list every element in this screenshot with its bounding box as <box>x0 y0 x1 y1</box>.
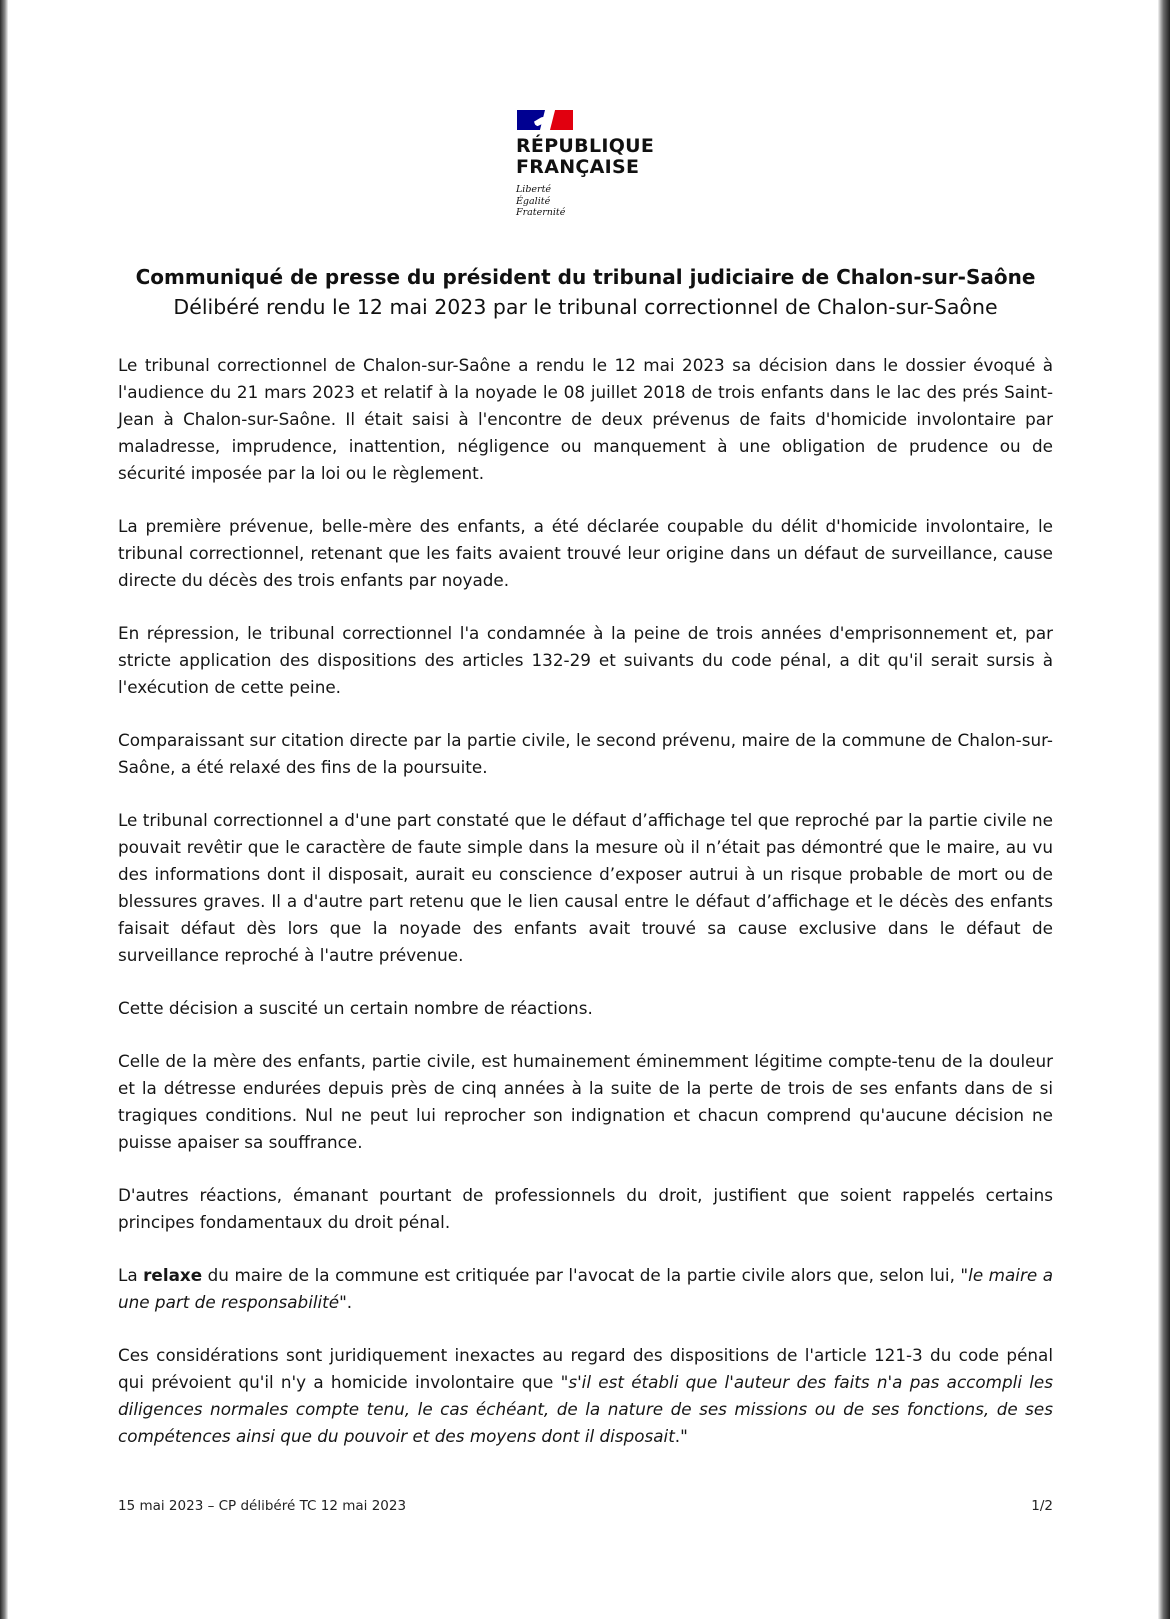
document-body <box>118 352 1053 1476</box>
p9-text-a: La <box>118 1265 144 1285</box>
page-edge-left <box>0 0 8 1619</box>
p10-text-a: Ces considérations sont juridiquement inexactes au regard des dispositions de l'article 121-3 du code pénal qui prévoient qu'il n'y a homicide involontaire que " <box>118 1345 1053 1392</box>
page-number: 1/2 <box>1031 1498 1053 1514</box>
page-edge-right <box>1158 0 1170 1619</box>
p9-relaxe-bold: relaxe <box>143 1265 203 1285</box>
republique-francaise-logo <box>516 110 676 219</box>
p9-quote-italic: le maire a une part de responsabilité <box>118 1265 1053 1312</box>
p9-text-c: du maire de la commune est critiquée par l'avocat de la partie civile alors que, selon lui, " <box>202 1265 969 1285</box>
paragraph-9 <box>118 1262 1053 1316</box>
paragraph-5: Le tribunal correctionnel a d'une part constaté que le défaut d’affichage tel que reproché par la partie civile ne pouvait revêtir que le caractère de faute simple dans la mesure où il n’était pas démontré que le maire, au vu des informations dont il disposait, aurait eu conscience d’exposer autrui à un risque probable de mort ou de blessures graves. Il a d'autre part retenu que le lien causal entre le défaut d’affichage et le décès des enfants faisait défaut dès lors que la noyade des enfants avait trouvé sa cause exclusive dans le défaut de surveillance reproché à l'autre prévenue. <box>118 810 1053 965</box>
document-subtitle: Délibéré rendu le 12 mai 2023 par le tribunal correctionnel de Chalon-sur-Saône <box>173 295 998 319</box>
paragraph-10 <box>118 1342 1053 1450</box>
logo-title-line1: RÉPUBLIQUE <box>516 135 655 157</box>
paragraph-6: Cette décision a suscité un certain nombre de réactions. <box>118 998 593 1018</box>
marianne-flag-icon <box>517 110 573 130</box>
paragraph-4: Comparaissant sur citation directe par la partie civile, le second prévenu, maire de la commune de Chalon-sur-Saône, a été relaxé des fins de la poursuite. <box>118 730 1053 777</box>
paragraph-1: Le tribunal correctionnel de Chalon-sur-Saône a rendu le 12 mai 2023 sa décision dans le dossier évoqué à l'audience du 21 mars 2023 et relatif à la noyade le 08 juillet 2018 de trois enfants dans le lac des prés Saint-Jean à Chalon-sur-Saône. Il était saisi à l'encontre de deux prévenus de faits d'homicide involontaire par maladresse, imprudence, inattention, négligence ou manquement à une obligation de prudence ou de sécurité imposée par la loi ou le règlement. <box>118 355 1053 483</box>
logo-title <box>516 136 676 178</box>
p10-text-c: ." <box>674 1426 688 1446</box>
motto-liberte: Liberté <box>516 184 552 195</box>
document-page <box>118 0 1053 1619</box>
paragraph-7: Celle de la mère des enfants, partie civile, est humainement éminemment légitime compte-tenu de la douleur et la détresse endurées depuis près de cinq années à la suite de la perte de trois de ses enfants dans de si tragiques conditions. Nul ne peut lui reprocher son indignation et chacun comprend qu'aucune décision ne puisse apaiser sa souffrance. <box>118 1051 1053 1152</box>
p10-quote-italic: s'il est établi que l'auteur des faits n'a pas accompli les diligences normales compte tenu, le cas échéant, de la nature de ses missions ou de ses fonctions, de ses compétences ainsi que du pouvoir et des moyens dont il disposait <box>118 1372 1054 1446</box>
footer-reference: 15 mai 2023 – CP délibéré TC 12 mai 2023 <box>118 1498 407 1514</box>
paragraph-3: En répression, le tribunal correctionnel l'a condamnée à la peine de trois années d'emprisonnement et, par stricte application des dispositions des articles 132-29 et suivants du code pénal, a dit qu'il serait sursis à l'exécution de cette peine. <box>118 623 1053 697</box>
motto-fraternite: Fraternité <box>516 207 566 218</box>
logo-title-line2: FRANÇAISE <box>516 156 640 178</box>
document-heading <box>118 262 1053 322</box>
paragraph-2: La première prévenue, belle-mère des enfants, a été déclarée coupable du délit d'homicide involontaire, le tribunal correctionnel, retenant que les faits avaient trouvé leur origine dans un défaut de surveillance, cause directe du décès des trois enfants par noyade. <box>118 516 1053 590</box>
document-title: Communiqué de presse du président du tribunal judiciaire de Chalon-sur-Saône <box>135 265 1036 289</box>
motto-egalite: Égalité <box>516 195 551 207</box>
paragraph-8: D'autres réactions, émanant pourtant de professionnels du droit, justifient que soient rappelés certains principes fondamentaux du droit pénal. <box>118 1185 1053 1232</box>
logo-motto <box>516 184 676 219</box>
p9-text-e: ". <box>339 1292 353 1312</box>
